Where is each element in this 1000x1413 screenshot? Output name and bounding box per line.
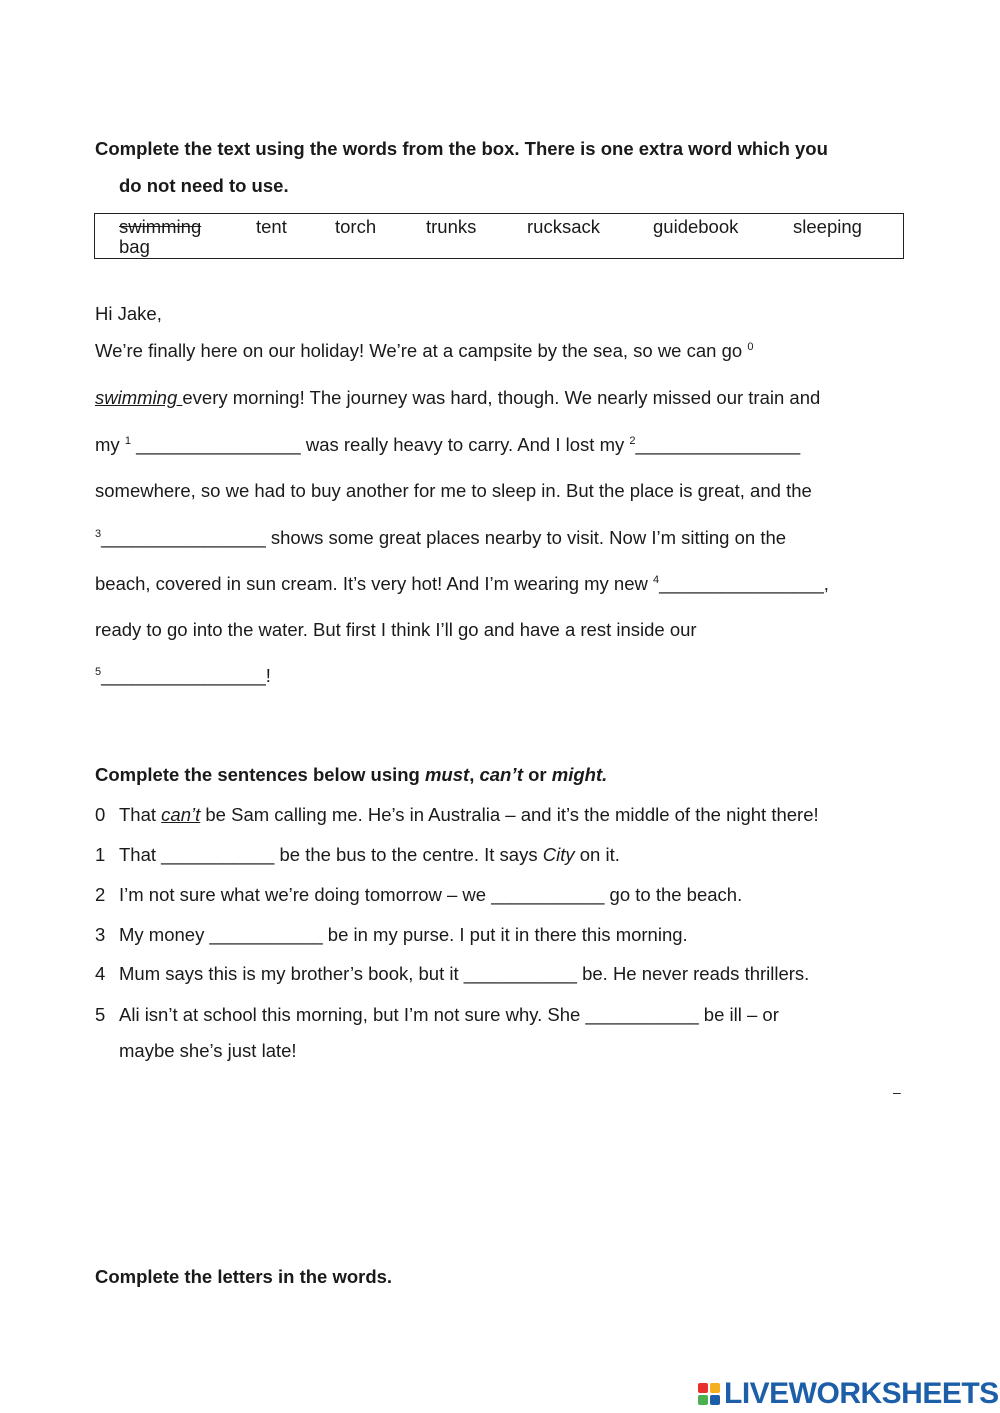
gap-number-4: 4 [653, 574, 660, 586]
logo-block-red [698, 1383, 708, 1393]
word-must: must [424, 764, 470, 785]
word-cant: can’t [479, 764, 523, 785]
sentence-5-continuation: maybe she’s just late! [119, 1040, 297, 1061]
gap-5-blank[interactable]: ________________! [101, 665, 271, 686]
sentence-2-text[interactable]: I’m not sure what we’re doing tomorrow – we ___________ go to the beach. [119, 884, 743, 905]
word-might: might. [551, 764, 608, 785]
gap-number-0: 0 [747, 341, 754, 353]
word-trunks: trunks [426, 216, 477, 237]
sentence-0-number: 0 [95, 804, 106, 825]
word-swimming: swimming [119, 216, 202, 237]
sentence-4-text[interactable]: Mum says this is my brother’s book, but it ___________ be. He never reads thrillers. [119, 963, 810, 984]
letter-line-6-a: beach, covered in sun cream. It’s very hot! And I’m wearing my new [95, 573, 648, 594]
letter-line-8 [95, 665, 271, 687]
sentence-1-city: City [542, 844, 575, 865]
letter-line-3 [95, 434, 800, 456]
sentence-0-a: That [119, 804, 157, 825]
exercise1-instruction-line2: do not need to use. [119, 175, 289, 196]
exercise3-instruction: Complete the letters in the words. [95, 1266, 393, 1287]
word-guidebook: guidebook [653, 216, 739, 237]
sentence-5 [95, 1004, 779, 1026]
word-rucksack: rucksack [527, 216, 600, 237]
word-torch: torch [335, 216, 377, 237]
word-or: or [528, 764, 547, 785]
gap-4-blank[interactable]: ________________, [659, 573, 829, 594]
word-bag: bag [119, 236, 150, 257]
sentence-1-b: on it. [579, 844, 620, 865]
sentence-4 [95, 963, 809, 985]
gap-1-blank[interactable]: ________________ was really heavy to carry. And I lost my [136, 434, 625, 455]
letter-line-1 [95, 340, 753, 362]
sentence-2 [95, 884, 742, 906]
example-answer: swimming [95, 387, 183, 408]
sentence-2-number: 2 [95, 884, 106, 905]
gap-2-blank[interactable]: ________________ [635, 434, 801, 455]
exercise2-instruction-text: Complete the sentences below using [95, 764, 420, 785]
sentence-1-a[interactable]: That ___________ be the bus to the centre. It says [119, 844, 538, 865]
letter-line-3-a: my [95, 434, 120, 455]
gap-number-5: 5 [95, 666, 102, 678]
sentence-5-number: 5 [95, 1004, 106, 1025]
gap-number-2: 2 [629, 435, 636, 447]
sentence-3-text[interactable]: My money ___________ be in my purse. I put it in there this morning. [119, 924, 688, 945]
letter-line-4: somewhere, so we had to buy another for me to sleep in. But the place is great, and the [95, 480, 812, 501]
letter-line-2 [95, 387, 820, 409]
liveworksheets-logo [698, 1377, 999, 1411]
exercise2-instruction [95, 764, 607, 786]
letter-line-5 [95, 527, 786, 549]
sentence-3-number: 3 [95, 924, 106, 945]
logo-block-blue [710, 1395, 720, 1405]
letter-line-6 [95, 573, 829, 595]
logo-block-green [698, 1395, 708, 1405]
gap-number-1: 1 [124, 435, 131, 447]
sentence-0-answer: can’t [161, 804, 201, 825]
gap-3-blank[interactable]: ________________ shows some great places nearby to visit. Now I’m sitting on the [101, 527, 787, 548]
stray-dash: – [893, 1084, 901, 1100]
sentence-0-b: be Sam calling me. He’s in Australia – and it’s the middle of the night there! [205, 804, 819, 825]
sentence-1-number: 1 [95, 844, 106, 865]
word-sleeping: sleeping [793, 216, 862, 237]
letter-line-1-text: We’re finally here on our holiday! We’re at a campsite by the sea, so we can go [95, 340, 743, 361]
gap-number-3: 3 [95, 528, 102, 540]
sentence-1 [95, 844, 620, 866]
sentence-4-number: 4 [95, 963, 106, 984]
logo-blocks-icon [698, 1383, 720, 1405]
logo-block-yellow [710, 1383, 720, 1393]
comma: , [469, 764, 475, 785]
exercise1-instruction-line1: Complete the text using the words from the box. There is one extra word which you [95, 138, 828, 159]
logo-text: LIVEWORKSHEETS [724, 1377, 999, 1410]
letter-line-2-text: every morning! The journey was hard, though. We nearly missed our train and [182, 387, 821, 408]
sentence-5-text[interactable]: Ali isn’t at school this morning, but I’m not sure why. She ___________ be ill – or [119, 1004, 779, 1025]
sentence-0 [95, 804, 819, 826]
letter-line-7: ready to go into the water. But first I think I’ll go and have a rest inside our [95, 619, 697, 640]
word-box [94, 213, 904, 259]
word-tent: tent [256, 216, 287, 237]
sentence-3 [95, 924, 688, 946]
greeting: Hi Jake, [95, 303, 162, 324]
